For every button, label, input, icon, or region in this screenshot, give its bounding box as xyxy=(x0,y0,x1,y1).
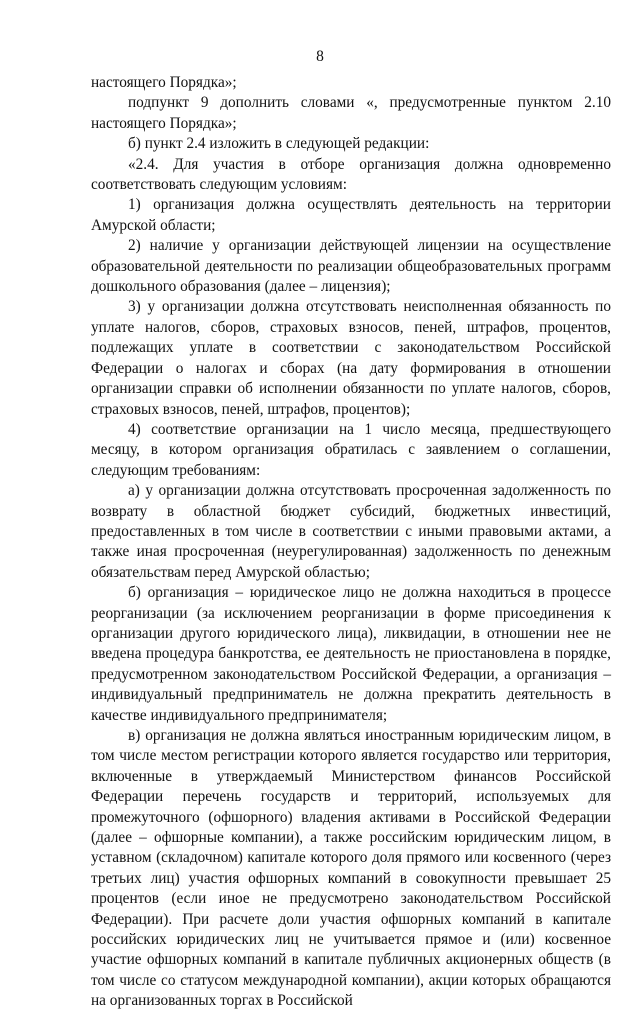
page-number: 8 xyxy=(316,48,324,65)
paragraph-condition-1: 1) организация должна осуществлять деятельность на территории Амурской области; xyxy=(91,196,611,234)
paragraph-continuation: настоящего Порядка»; xyxy=(91,74,237,91)
paragraph-item-b: б) пункт 2.4 изложить в следующей редакции: xyxy=(128,135,430,153)
paragraph-condition-3: 3) у организации должна отсутствовать неисполненная обязанность по уплате налогов, сборов, страховых взносов, пеней, штрафов, процентов, подлежащих уплате в соответствии с законодательством Российской Федерации о налогах и сборах (на дату формирования в отношении организации справки об исполнении обязанности по уплате налогов, сборов, страховых взносов, пеней, штрафов, процентов); xyxy=(91,298,611,418)
paragraph-clause-2-4: «2.4. Для участия в отборе организация должна одновременно соответствовать следующим условиям: xyxy=(91,155,611,194)
paragraph-requirement-b: б) организация – юридическое лицо не должна находиться в процессе реорганизации (за исключением реорганизации в форме присоединения к организации другого юридического лица), ликвидации, в отношении нее не введена процедура банкротства, ее деятельность не приостановлена в порядке, предусмотренном законодательством Российской Федерации, а организация – индивидуальный предприниматель не должна прекратить деятельность в качестве индивидуального предпринимателя; xyxy=(91,584,611,724)
paragraph-requirement-v: в) организация не должна являться иностранным юридическим лицом, в том числе местом регистрации которого является государство или территория, включенные в утверждаемый Министерством финансов Российской Федерации перечень государств и территорий, используемых для промежуточного (офшорного) владения активами в Российской Федерации (далее – офшорные компании), а также российским юридическим лицом, в уставном (складочном) капитале которого доля прямого или косвенного (через третьих лиц) участия офшорных компаний в совокупности превышает 25 процентов (если иное не предусмотрено законодательством Российской Федерации). При расчете доли участия офшорных компаний в капитале российских юридических лиц не учитывается прямое и (или) косвенное участие офшорных компаний в капитале публичных акционерных обществ (в том числе со статусом международной компании), акции которых обращаются на организованных торгах в Российской xyxy=(91,727,611,1010)
paragraph-condition-2: 2) наличие у организации действующей лицензии на осуществление образовательной деятельности по реализации общеобразовательных программ дошкольного образования (далее – лицензия); xyxy=(91,237,611,296)
paragraph-requirement-a: а) у организации должна отсутствовать просроченная задолженность по возврату в областной бюджет субсидий, бюджетных инвестиций, предоставленных в том числе в соответствии с иными правовыми актами, а также иная просроченная (неурегулированная) задолженность по денежным обязательствам перед Амурской областью; xyxy=(91,482,611,581)
paragraph-subpoint-9: подпункт 9 дополнить словами «, предусмотренные пунктом 2.10 настоящего Порядка»; xyxy=(91,94,611,132)
document-body xyxy=(91,73,611,1012)
paragraph-condition-4: 4) соответствие организации на 1 число месяца, предшествующего месяцу, в котором организация обратилась с заявлением о соглашении, следующим требованиям: xyxy=(91,420,611,479)
